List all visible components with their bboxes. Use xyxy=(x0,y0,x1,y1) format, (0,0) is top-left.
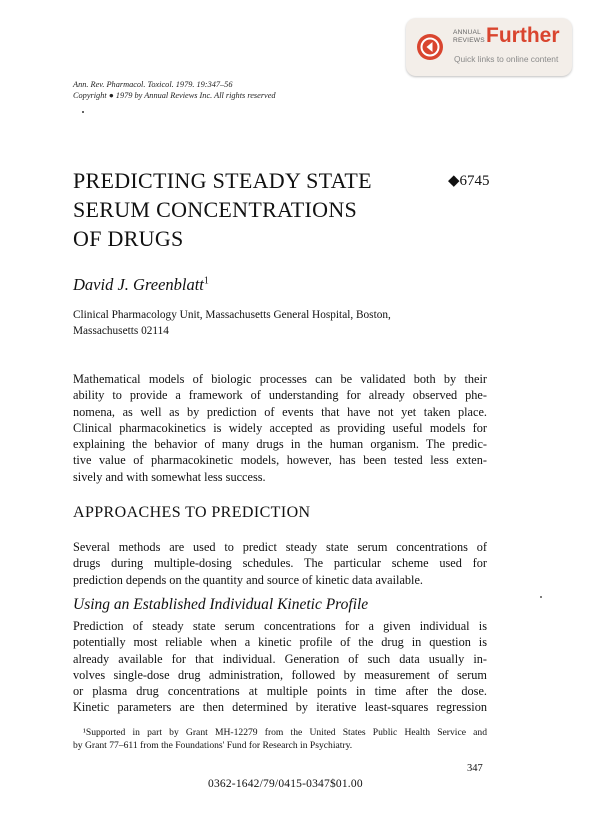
intro-paragraph xyxy=(73,371,487,485)
author-affiliation xyxy=(73,308,493,339)
article-title xyxy=(73,166,372,253)
title-line: SERUM CONCENTRATIONS xyxy=(73,197,358,222)
page-number: 347 xyxy=(467,763,483,774)
text-line: volves single-dose drug administration, followed by measurement of serum xyxy=(73,667,487,682)
text-line: Mathematical models of biologic processes can be validated both by their xyxy=(73,372,487,386)
text-line: Kinetic parameters are then determined by iterative least-squares regression xyxy=(73,700,487,715)
journal-citation xyxy=(73,80,276,101)
section-paragraph xyxy=(73,539,487,588)
footnote xyxy=(73,726,487,752)
footnote-line: ¹Supported in part by Grant MH-12279 from the United States Public Health Service and xyxy=(83,727,487,738)
author-footnote-mark: 1 xyxy=(203,275,209,287)
annual-reviews-label: ANNUAL REVIEWS xyxy=(453,29,485,44)
speck xyxy=(540,596,542,598)
price-code: 0362-1642/79/0415-0347$01.00 xyxy=(208,778,363,790)
text-line: explaining the behavior of many drugs in the human organism. The predic- xyxy=(73,437,487,452)
footnote-line: by Grant 77–611 from the Foundations' Fund for Research in Psychiatry. xyxy=(73,740,353,751)
quick-links-label: Quick links to online content xyxy=(454,54,559,64)
text-line: prediction depends on the quantity and source of kinetic data available. xyxy=(73,572,423,587)
speck xyxy=(82,111,84,113)
title-line: OF DRUGS xyxy=(73,226,184,251)
author-text: David J. Greenblatt xyxy=(73,275,204,294)
copyright-line: Copyright ● 1979 by Annual Reviews Inc. All rights reserved xyxy=(73,90,276,100)
article-code: ◆6745 xyxy=(448,173,490,189)
text-line: already available for that individual. Generation of such data usually in- xyxy=(73,651,487,666)
further-label: Further xyxy=(486,24,560,47)
text-line: potentially most reliable when a kinetic profile of the drug in question is xyxy=(73,635,487,650)
text-line: nomena, as well as by prediction of events that have not yet taken place. xyxy=(73,404,487,419)
text-line: Prediction of steady state serum concentrations for a given individual is xyxy=(73,619,487,633)
citation-line: Ann. Rev. Pharmacol. Toxicol. 1979. 19:347–56 xyxy=(73,80,233,89)
text-line: Several methods are used to predict steady state serum concentrations of xyxy=(73,540,487,554)
text-line: Clinical pharmacokinetics is widely accepted as providing useful models for xyxy=(73,420,487,435)
affiliation-line: Clinical Pharmacology Unit, Massachusetts General Hospital, Boston, xyxy=(73,309,391,321)
further-banner[interactable] xyxy=(406,18,572,76)
affiliation-line: Massachusetts 02114 xyxy=(73,324,169,337)
text-line: or plasma drug concentrations at multiple points in time after the dose. xyxy=(73,684,487,699)
subsection-paragraph xyxy=(73,618,487,716)
text-line: tive value of pharmacokinetic models, however, has been tested less exten- xyxy=(73,453,487,468)
section-heading: APPROACHES TO PREDICTION xyxy=(73,504,311,521)
subsection-heading: Using an Established Individual Kinetic Profile xyxy=(73,596,369,613)
text-line: drugs during multiple-dosing schedules. The particular scheme used for xyxy=(73,556,487,571)
annual-reviews-logo-icon xyxy=(416,33,444,61)
text-line: ability to provide a framework of understanding for already observed phe- xyxy=(73,388,487,403)
title-line: PREDICTING STEADY STATE xyxy=(73,168,372,193)
text-line: sively and with somewhat less success. xyxy=(73,469,266,484)
author-name xyxy=(73,275,209,295)
